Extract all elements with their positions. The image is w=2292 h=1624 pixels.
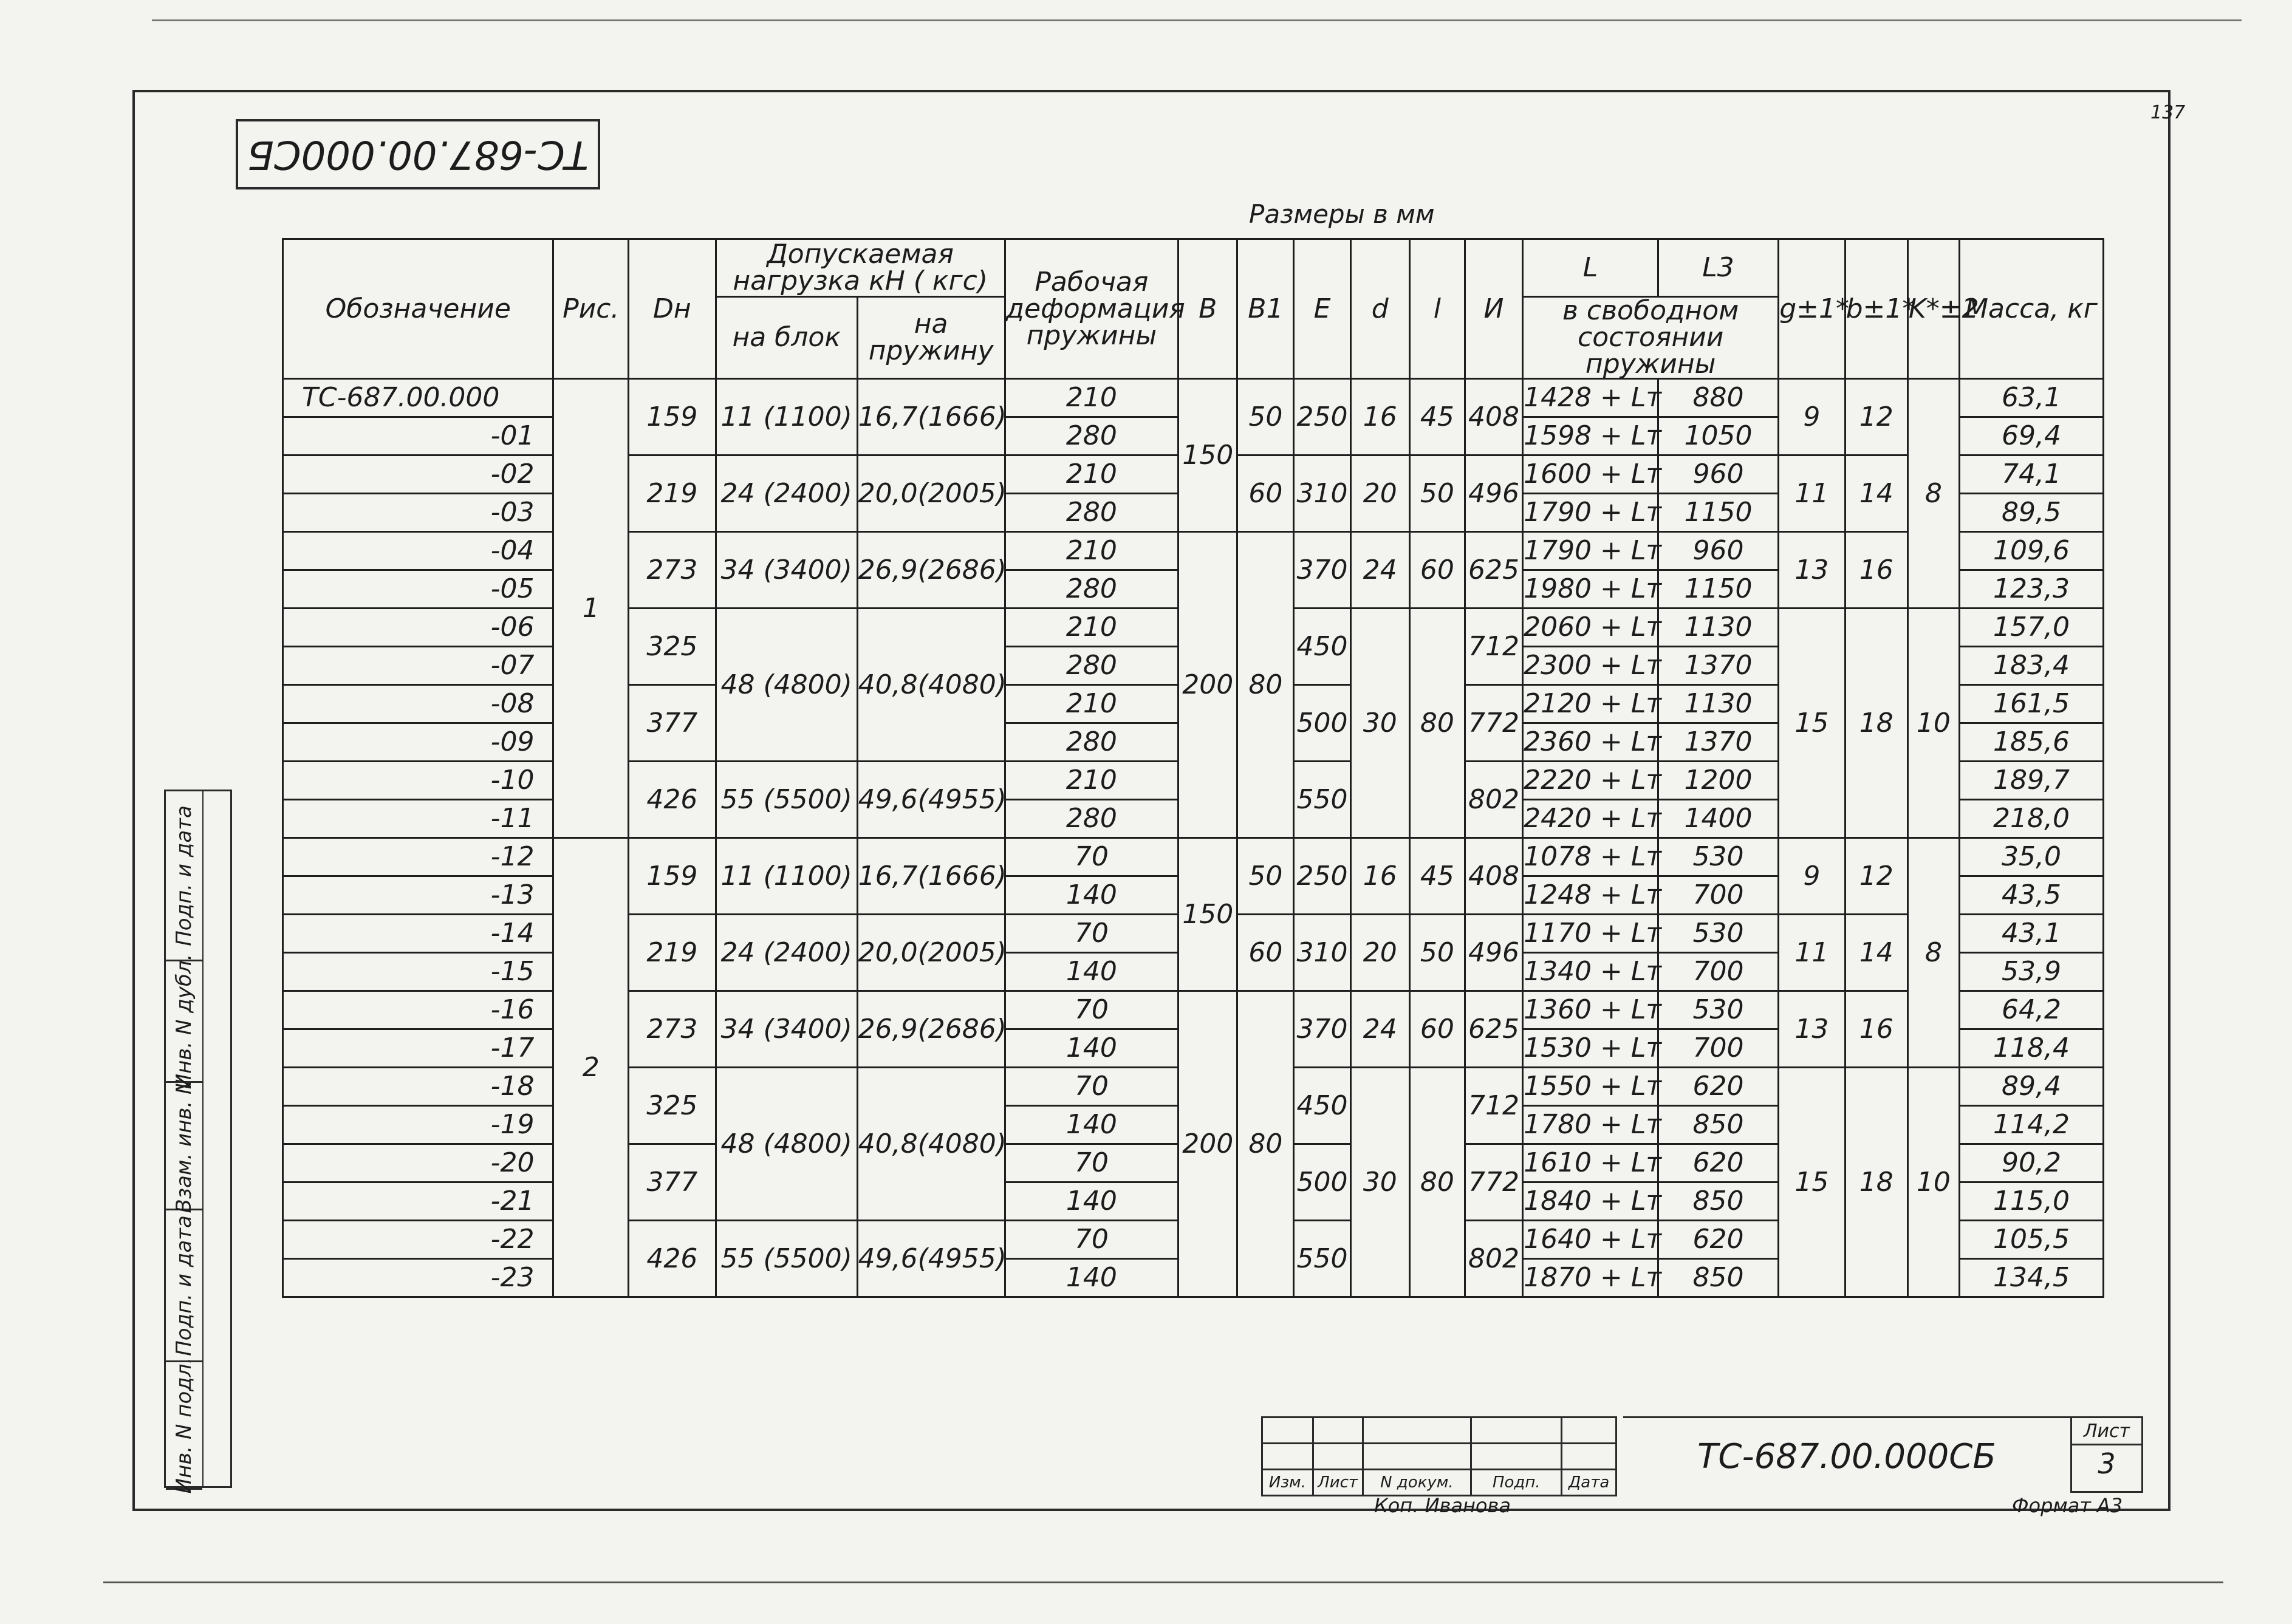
l-cell: 50 <box>1409 915 1465 991</box>
mass-cell: 89,5 <box>1959 494 2103 532</box>
deformation-cell: 210 <box>1005 609 1178 647</box>
L-cell: 1360 + Lт <box>1523 991 1658 1029</box>
E-cell: 450 <box>1294 609 1350 685</box>
b-cell: 16 <box>1845 532 1907 609</box>
mass-cell: 64,2 <box>1959 991 2103 1029</box>
L-cell: 1780 + Lт <box>1523 1106 1658 1144</box>
deformation-cell: 70 <box>1005 991 1178 1029</box>
E-cell: 450 <box>1294 1068 1350 1144</box>
designation-cell: -04 <box>283 532 553 570</box>
designation-cell: -11 <box>283 800 553 838</box>
L3-cell: 620 <box>1658 1144 1778 1182</box>
rotated-code-text: ТС-687.00.000СБ <box>247 132 589 177</box>
dn-cell: 273 <box>629 532 716 609</box>
sheet-number: 3 <box>2098 1447 2116 1480</box>
L3-cell: 700 <box>1658 876 1778 915</box>
spec-table <box>282 238 2104 1298</box>
mass-cell: 90,2 <box>1959 1144 2103 1182</box>
L-cell: 1870 + Lт <box>1523 1259 1658 1297</box>
revision-cell <box>1313 1418 1363 1444</box>
header-L3: L3 <box>1658 239 1778 297</box>
side-cell-vzam-inv <box>166 1079 202 1213</box>
E-cell: 250 <box>1294 838 1350 915</box>
revision-cell <box>1562 1418 1616 1444</box>
dn-cell: 426 <box>629 762 716 838</box>
I-cell: 712 <box>1465 609 1522 685</box>
L-cell: 1598 + Lт <box>1523 417 1658 455</box>
g-cell: 15 <box>1779 609 1845 838</box>
L3-cell: 1370 <box>1658 723 1778 762</box>
deformation-cell: 280 <box>1005 417 1178 455</box>
designation-cell: -23 <box>283 1259 553 1297</box>
mass-cell: 115,0 <box>1959 1182 2103 1221</box>
deformation-cell: 140 <box>1005 1106 1178 1144</box>
L-cell: 2220 + Lт <box>1523 762 1658 800</box>
B1-cell: 60 <box>1237 915 1294 991</box>
load-block-cell: 34 (3400) <box>716 991 857 1068</box>
B1-cell: 50 <box>1237 379 1294 455</box>
deformation-cell: 280 <box>1005 647 1178 685</box>
header-load-spring: на пружину <box>857 297 1005 379</box>
load-spring-cell: 49,6(4955) <box>857 762 1005 838</box>
L-cell: 1248 + Lт <box>1523 876 1658 915</box>
E-cell: 310 <box>1294 455 1350 532</box>
dn-cell: 219 <box>629 455 716 532</box>
I-cell: 496 <box>1465 455 1522 532</box>
L-cell: 2360 + Lт <box>1523 723 1658 762</box>
dn-cell: 273 <box>629 991 716 1068</box>
l-cell: 45 <box>1409 379 1465 455</box>
header-l: l <box>1409 239 1465 379</box>
header-k: K*±2 <box>1907 239 1959 379</box>
L3-cell: 850 <box>1658 1259 1778 1297</box>
deformation-cell: 140 <box>1005 953 1178 991</box>
dn-cell: 325 <box>629 609 716 685</box>
deformation-cell: 70 <box>1005 915 1178 953</box>
header-mass: Масса, кг <box>1959 239 2103 379</box>
designation-cell: -22 <box>283 1221 553 1259</box>
b-cell: 18 <box>1845 609 1907 838</box>
deformation-cell: 70 <box>1005 1144 1178 1182</box>
b-cell: 16 <box>1845 991 1907 1068</box>
load-spring-cell: 40,8(4080) <box>857 609 1005 762</box>
header-B: B <box>1178 239 1237 379</box>
load-block-cell: 55 (5500) <box>716 762 857 838</box>
revision-grid <box>1261 1416 1617 1496</box>
side-cell-podp-data-2 <box>166 791 202 961</box>
deformation-cell: 210 <box>1005 455 1178 494</box>
B-cell: 200 <box>1178 532 1237 838</box>
I-cell: 496 <box>1465 915 1522 991</box>
designation-cell: -08 <box>283 685 553 723</box>
d-cell: 24 <box>1350 991 1409 1068</box>
side-cell-inv-podl <box>166 1357 202 1493</box>
revision-cell <box>1562 1444 1616 1470</box>
deformation-cell: 280 <box>1005 800 1178 838</box>
header-B1: B1 <box>1237 239 1294 379</box>
side-cell-inv-dubl <box>166 954 202 1089</box>
deformation-cell: 210 <box>1005 532 1178 570</box>
load-spring-cell: 26,9(2686) <box>857 532 1005 609</box>
load-block-cell: 24 (2400) <box>716 455 857 532</box>
designation-cell: -13 <box>283 876 553 915</box>
sheet-box <box>2070 1416 2143 1493</box>
L3-cell: 850 <box>1658 1106 1778 1144</box>
designation-cell: -20 <box>283 1144 553 1182</box>
L-cell: 1340 + Lт <box>1523 953 1658 991</box>
L-cell: 1610 + Lт <box>1523 1144 1658 1182</box>
dn-cell: 159 <box>629 838 716 915</box>
L-cell: 1428 + Lт <box>1523 379 1658 417</box>
mass-cell: 105,5 <box>1959 1221 2103 1259</box>
mass-cell: 63,1 <box>1959 379 2103 417</box>
g-cell: 11 <box>1779 915 1845 991</box>
L-cell: 1640 + Lт <box>1523 1221 1658 1259</box>
mass-cell: 157,0 <box>1959 609 2103 647</box>
load-block-cell: 11 (1100) <box>716 838 857 915</box>
g-cell: 15 <box>1779 1068 1845 1297</box>
dn-cell: 377 <box>629 1144 716 1221</box>
dn-cell: 426 <box>629 1221 716 1297</box>
L3-cell: 530 <box>1658 915 1778 953</box>
revision-cell <box>1262 1418 1313 1444</box>
load-block-cell: 11 (1100) <box>716 379 857 455</box>
mass-cell: 189,7 <box>1959 762 2103 800</box>
copied-by: Коп. Иванова <box>1374 1494 1511 1517</box>
L3-cell: 1200 <box>1658 762 1778 800</box>
deformation-cell: 210 <box>1005 379 1178 417</box>
mass-cell: 183,4 <box>1959 647 2103 685</box>
designation-cell: -17 <box>283 1029 553 1068</box>
L3-cell: 1400 <box>1658 800 1778 838</box>
load-spring-cell: 26,9(2686) <box>857 991 1005 1068</box>
header-free-state: в свободном состоянии пружины <box>1523 297 1779 379</box>
load-block-cell: 24 (2400) <box>716 915 857 991</box>
L3-cell: 1050 <box>1658 417 1778 455</box>
d-cell: 20 <box>1350 915 1409 991</box>
k-cell: 8 <box>1907 838 1959 1068</box>
L-cell: 1078 + Lт <box>1523 838 1658 876</box>
header-figure: Рис. <box>553 239 629 379</box>
E-cell: 500 <box>1294 685 1350 762</box>
I-cell: 802 <box>1465 1221 1522 1297</box>
deformation-cell: 280 <box>1005 570 1178 609</box>
mass-cell: 53,9 <box>1959 953 2103 991</box>
E-cell: 370 <box>1294 991 1350 1068</box>
B-cell: 150 <box>1178 379 1237 532</box>
deformation-cell: 210 <box>1005 685 1178 723</box>
L-cell: 2120 + Lт <box>1523 685 1658 723</box>
E-cell: 250 <box>1294 379 1350 455</box>
rotated-document-code <box>236 119 600 189</box>
L3-cell: 1130 <box>1658 609 1778 647</box>
L3-cell: 960 <box>1658 455 1778 494</box>
side-cell-label: Подп. и дата <box>172 1215 196 1356</box>
load-spring-cell: 16,7(1666) <box>857 379 1005 455</box>
E-cell: 500 <box>1294 1144 1350 1221</box>
header-allowed-load: Допускаемая нагрузка кН ( кгс) <box>716 239 1005 297</box>
mass-cell: 185,6 <box>1959 723 2103 762</box>
L-cell: 1530 + Lт <box>1523 1029 1658 1068</box>
g-cell: 9 <box>1779 838 1845 915</box>
header-b: b±1* <box>1845 239 1907 379</box>
b-cell: 18 <box>1845 1068 1907 1297</box>
side-cell-label: Взам. инв. N <box>172 1079 196 1213</box>
designation-cell: -01 <box>283 417 553 455</box>
L-cell: 2420 + Lт <box>1523 800 1658 838</box>
header-d: d <box>1350 239 1409 379</box>
L-cell: 1600 + Lт <box>1523 455 1658 494</box>
mass-cell: 218,0 <box>1959 800 2103 838</box>
designation-cell: -16 <box>283 991 553 1029</box>
side-cell-label: Инв. N дубл. <box>172 954 196 1089</box>
L3-cell: 620 <box>1658 1221 1778 1259</box>
B1-cell: 50 <box>1237 838 1294 915</box>
header-dn: Dн <box>629 239 716 379</box>
g-cell: 13 <box>1779 532 1845 609</box>
revision-cell <box>1471 1444 1562 1470</box>
I-cell: 625 <box>1465 991 1522 1068</box>
d-cell: 30 <box>1350 1068 1409 1297</box>
mass-cell: 161,5 <box>1959 685 2103 723</box>
L-cell: 2300 + Lт <box>1523 647 1658 685</box>
designation-cell: -15 <box>283 953 553 991</box>
deformation-cell: 140 <box>1005 1182 1178 1221</box>
deformation-cell: 280 <box>1005 723 1178 762</box>
table-row <box>283 379 2104 417</box>
B1-cell: 80 <box>1237 991 1294 1297</box>
d-cell: 16 <box>1350 838 1409 915</box>
L-cell: 2060 + Lт <box>1523 609 1658 647</box>
designation-cell: -21 <box>283 1182 553 1221</box>
deformation-cell: 70 <box>1005 1068 1178 1106</box>
col-izm: Изм. <box>1262 1470 1313 1496</box>
L3-cell: 1150 <box>1658 570 1778 609</box>
side-strip-divider <box>202 791 204 1486</box>
load-block-cell: 55 (5500) <box>716 1221 857 1297</box>
load-spring-cell: 20,0(2005) <box>857 455 1005 532</box>
I-cell: 772 <box>1465 685 1522 762</box>
deformation-cell: 280 <box>1005 494 1178 532</box>
top-border-line <box>152 19 2242 21</box>
E-cell: 550 <box>1294 1221 1350 1297</box>
L3-cell: 700 <box>1658 953 1778 991</box>
sheet-label: Лист <box>2072 1419 2141 1445</box>
designation-cell: -10 <box>283 762 553 800</box>
mass-cell: 118,4 <box>1959 1029 2103 1068</box>
designation-cell: -03 <box>283 494 553 532</box>
deformation-cell: 210 <box>1005 762 1178 800</box>
sheet-marker: 137 <box>2150 102 2186 123</box>
I-cell: 802 <box>1465 762 1522 838</box>
side-cell-label: Инв. N подл. <box>172 1357 196 1493</box>
dn-cell: 377 <box>629 685 716 762</box>
k-cell: 8 <box>1907 379 1959 609</box>
revision-cell <box>1363 1418 1471 1444</box>
figure-cell: 1 <box>553 379 629 838</box>
L-cell: 1840 + Lт <box>1523 1182 1658 1221</box>
mass-cell: 43,5 <box>1959 876 2103 915</box>
l-cell: 45 <box>1409 838 1465 915</box>
mass-cell: 89,4 <box>1959 1068 2103 1106</box>
mass-cell: 109,6 <box>1959 532 2103 570</box>
header-L: L <box>1523 239 1658 297</box>
mass-cell: 134,5 <box>1959 1259 2103 1297</box>
d-cell: 16 <box>1350 379 1409 455</box>
designation-cell: -05 <box>283 570 553 609</box>
designation-cell: -14 <box>283 915 553 953</box>
col-podp: Подп. <box>1471 1470 1562 1496</box>
load-block-cell: 34 (3400) <box>716 532 857 609</box>
side-approval-strip <box>164 790 232 1493</box>
designation-cell: ТС-687.00.000 <box>283 379 553 417</box>
d-cell: 30 <box>1350 609 1409 838</box>
g-cell: 9 <box>1779 379 1845 455</box>
g-cell: 11 <box>1779 455 1845 532</box>
revision-cell <box>1471 1418 1562 1444</box>
designation-cell: -07 <box>283 647 553 685</box>
L-cell: 1980 + Lт <box>1523 570 1658 609</box>
deformation-cell: 70 <box>1005 1221 1178 1259</box>
E-cell: 310 <box>1294 915 1350 991</box>
designation-cell: -06 <box>283 609 553 647</box>
L3-cell: 1150 <box>1658 494 1778 532</box>
dimension-caption: Размеры в мм <box>1249 199 1435 229</box>
header-deformation: Рабочая деформация пружины <box>1005 239 1178 379</box>
mass-cell: 35,0 <box>1959 838 2103 876</box>
L3-cell: 960 <box>1658 532 1778 570</box>
load-spring-cell: 49,6(4955) <box>857 1221 1005 1297</box>
L3-cell: 700 <box>1658 1029 1778 1068</box>
B-cell: 200 <box>1178 991 1237 1297</box>
L3-cell: 1130 <box>1658 685 1778 723</box>
L-cell: 1550 + Lт <box>1523 1068 1658 1106</box>
header-load-block: на блок <box>716 297 857 379</box>
l-cell: 80 <box>1409 1068 1465 1297</box>
load-spring-cell: 40,8(4080) <box>857 1068 1005 1221</box>
L-cell: 1790 + Lт <box>1523 494 1658 532</box>
title-document-code: ТС-687.00.000СБ <box>1623 1416 2070 1495</box>
l-cell: 60 <box>1409 991 1465 1068</box>
designation-cell: -18 <box>283 1068 553 1106</box>
L-cell: 1790 + Lт <box>1523 532 1658 570</box>
k-cell: 10 <box>1907 1068 1959 1297</box>
I-cell: 408 <box>1465 379 1522 455</box>
E-cell: 550 <box>1294 762 1350 838</box>
L3-cell: 1370 <box>1658 647 1778 685</box>
dn-cell: 159 <box>629 379 716 455</box>
L3-cell: 530 <box>1658 838 1778 876</box>
header-g: g±1* <box>1779 239 1845 379</box>
I-cell: 408 <box>1465 838 1522 915</box>
deformation-cell: 140 <box>1005 1029 1178 1068</box>
L-cell: 1170 + Lт <box>1523 915 1658 953</box>
paper-format: Формат А3 <box>2012 1494 2123 1517</box>
mass-cell: 69,4 <box>1959 417 2103 455</box>
l-cell: 80 <box>1409 609 1465 838</box>
l-cell: 50 <box>1409 455 1465 532</box>
k-cell: 10 <box>1907 609 1959 838</box>
L3-cell: 850 <box>1658 1182 1778 1221</box>
dn-cell: 219 <box>629 915 716 991</box>
mass-cell: 74,1 <box>1959 455 2103 494</box>
L3-cell: 620 <box>1658 1068 1778 1106</box>
L3-cell: 530 <box>1658 991 1778 1029</box>
b-cell: 12 <box>1845 838 1907 915</box>
B1-cell: 80 <box>1237 532 1294 838</box>
d-cell: 24 <box>1350 532 1409 609</box>
revision-cell <box>1262 1444 1313 1470</box>
load-spring-cell: 20,0(2005) <box>857 915 1005 991</box>
b-cell: 14 <box>1845 455 1907 532</box>
header-designation: Обозначение <box>283 239 553 379</box>
L3-cell: 880 <box>1658 379 1778 417</box>
side-cell-label: Подп. и дата <box>172 805 196 946</box>
l-cell: 60 <box>1409 532 1465 609</box>
load-spring-cell: 16,7(1666) <box>857 838 1005 915</box>
load-block-cell: 48 (4800) <box>716 1068 857 1221</box>
header-E: E <box>1294 239 1350 379</box>
designation-cell: -19 <box>283 1106 553 1144</box>
col-ndokum: N докум. <box>1363 1470 1471 1496</box>
b-cell: 14 <box>1845 915 1907 991</box>
mass-cell: 123,3 <box>1959 570 2103 609</box>
figure-cell: 2 <box>553 838 629 1297</box>
designation-cell: -12 <box>283 838 553 876</box>
load-block-cell: 48 (4800) <box>716 609 857 762</box>
I-cell: 712 <box>1465 1068 1522 1144</box>
revision-cell <box>1313 1444 1363 1470</box>
deformation-cell: 140 <box>1005 1259 1178 1297</box>
dn-cell: 325 <box>629 1068 716 1144</box>
col-data: Дата <box>1562 1470 1616 1496</box>
bottom-border-line <box>103 1581 2223 1583</box>
header-I: И <box>1465 239 1522 379</box>
I-cell: 772 <box>1465 1144 1522 1221</box>
col-list: Лист <box>1313 1470 1363 1496</box>
deformation-cell: 140 <box>1005 876 1178 915</box>
table-row <box>283 838 2104 876</box>
B-cell: 150 <box>1178 838 1237 991</box>
designation-cell: -02 <box>283 455 553 494</box>
E-cell: 370 <box>1294 532 1350 609</box>
revision-cell <box>1363 1444 1471 1470</box>
mass-cell: 114,2 <box>1959 1106 2103 1144</box>
mass-cell: 43,1 <box>1959 915 2103 953</box>
b-cell: 12 <box>1845 379 1907 455</box>
deformation-cell: 70 <box>1005 838 1178 876</box>
designation-cell: -09 <box>283 723 553 762</box>
I-cell: 625 <box>1465 532 1522 609</box>
side-cell-podp-data <box>166 1210 202 1362</box>
g-cell: 13 <box>1779 991 1845 1068</box>
B1-cell: 60 <box>1237 455 1294 532</box>
d-cell: 20 <box>1350 455 1409 532</box>
